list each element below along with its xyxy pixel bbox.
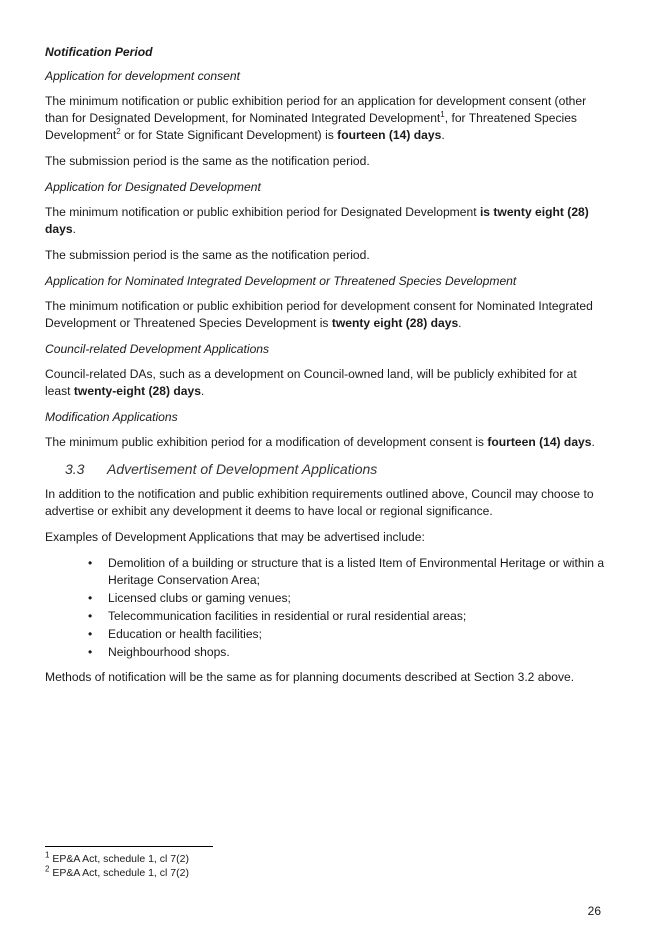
- submission-period-note: The submission period is the same as the notification period.: [45, 248, 370, 262]
- submission-period-note: The submission period is the same as the notification period.: [45, 154, 370, 168]
- footnote-2: $^2$ EP&A Act, schedule 1, cl 7(2): [45, 864, 189, 879]
- document-body: [45, 44, 605, 695]
- footnote-1: $^1$ EP&A Act, schedule 1, cl 7(2): [45, 850, 189, 865]
- paragraph-designated-development: The minimum notification or public exhibition period for Designated Development is twenty eight (28) days.: [45, 205, 589, 236]
- subheading-designated-development: Application for Designated Development: [45, 180, 261, 194]
- subheading-development-consent: Application for development consent: [45, 69, 240, 83]
- paragraph-advertisement: In addition to the notification and public exhibition requirements outlined above, Council may choose to advertise or exhibit any development it deems to have local or regional significance.: [45, 487, 594, 518]
- paragraph-examples-intro: Examples of Development Applications that may be advertised include:: [45, 530, 425, 544]
- list-item: • Telecommunication facilities in residential or rural residential areas;: [88, 609, 467, 623]
- footnote-divider: [45, 846, 213, 847]
- section-heading-3-3: 3.3 Advertisement of Development Applications: [65, 461, 378, 477]
- paragraph-nominated-integrated: The minimum notification or public exhibition period for development consent for Nominated Integrated Development or Threatened Species Development is twenty eight (28) days.: [45, 299, 593, 330]
- subheading-council-related: Council-related Development Applications: [45, 342, 270, 356]
- list-item: • Demolition of a building or structure that is a listed Item of Environmental Heritage or within a Heritage Conservation Area;: [88, 556, 605, 587]
- subheading-modification: Modification Applications: [45, 410, 178, 424]
- paragraph-methods: Methods of notification will be the same as for planning documents described at Section 3.2 above.: [45, 670, 575, 684]
- list-item: • Neighbourhood shops.: [88, 645, 230, 659]
- list-item: • Education or health facilities;: [88, 627, 262, 641]
- bullet-icon: •: [88, 609, 93, 623]
- paragraph-modification: The minimum public exhibition period for a modification of development consent is fourteen (14) days.: [45, 435, 595, 449]
- bullet-icon: •: [88, 591, 93, 605]
- bullet-icon: •: [88, 627, 93, 641]
- heading-notification-period: Notification Period: [45, 45, 153, 59]
- paragraph-development-consent: The minimum notification or public exhibition period for an application for development consent (other than for Designated Development, for Nominated Integrated Development$^1$, for Threatened Species Development$^2$ or for State Significant Development) is fourteen (14) days.: [45, 94, 587, 142]
- footnote-ref-2: 2: [116, 126, 121, 136]
- bullet-icon: •: [88, 556, 93, 570]
- list-item: • Licensed clubs or gaming venues;: [88, 591, 291, 605]
- bullet-icon: •: [88, 645, 93, 659]
- footnote-ref-1: 1: [440, 109, 445, 119]
- footnotes: [45, 852, 189, 880]
- subheading-nominated-integrated: Application for Nominated Integrated Development or Threatened Species Development: [45, 274, 517, 288]
- page-number: 26: [587, 904, 601, 918]
- paragraph-council-related: Council-related DAs, such as a development on Council-owned land, will be publicly exhibited for at least twenty-eight (28) days.: [45, 367, 577, 398]
- examples-list: [45, 555, 605, 661]
